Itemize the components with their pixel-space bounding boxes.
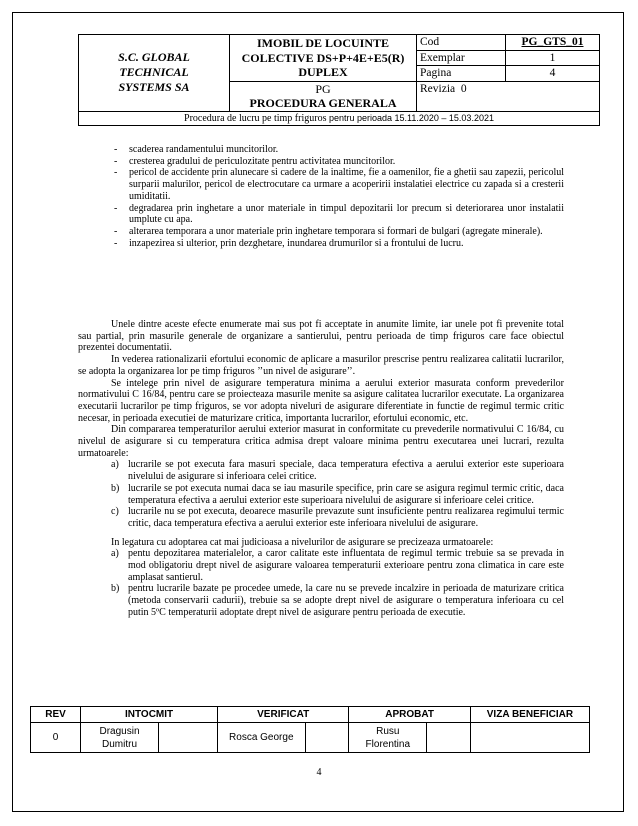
aprobat-name: Rusu Florentina: [349, 723, 427, 753]
document-header-table: [78, 34, 600, 126]
header-aprobat: APROBAT: [349, 707, 471, 723]
signature-table: [30, 706, 590, 753]
list-item: - alterarea temporara a unor materiale prin inghetare temporara si formari de bulgari (agregate minerale).: [114, 225, 543, 237]
conditions-list: [78, 459, 564, 529]
paragraph: Unele dintre aceste efecte enumerate mai sus pot fi acceptate in anumite limite, iar unele pot fi prevenite total sau partial, prin masurile generale de organizare a santierului, pentru perioada de timp friguros care face obiectul prezentei documentatii.: [78, 319, 564, 354]
list-item: a) pentu depozitarea materialelor, a caror calitate este influentata de regimul termic trebuie sa se prevada in mod obligatoriu drept nivel de asigurare valoarea temperaturii exterioare pentru zona climatica in care este amplasat santierul.: [111, 548, 564, 583]
header-intocmit: INTOCMIT: [81, 707, 218, 723]
paragraph: Se intelege prin nivel de asigurare temperatura minima a aerului exterior masurata conform prevederilor normativului C 16/84, pentru care se proiecteaza masurile menite sa asigure calitatea lucrarilor executate. La organizarea executarii lucrarilor pe timp friguros, se vor adopta niveluri de asigurare diferentiate in functie de regimul termic critic necesar, in perioada executiei de maturizare critica, importanta lucrarilor, efortului economic, etc.: [78, 377, 564, 424]
field-label-exemplar: Exemplar: [417, 50, 506, 66]
aprobat-signature-cell: [427, 723, 471, 753]
procedure-title: Procedura de lucru pe timp friguros pentru perioada 15.11.2020 – 15.03.2021: [79, 111, 600, 125]
paragraph: In legatura cu adoptarea cat mai judicioasa a nivelurilor de asigurare se precizeaza urmatoarele:: [111, 536, 494, 548]
list-item: b) pentru lucrarile bazate pe procedee umede, la care nu se prevede incalzire in perioada de maturizare critica (metoda conservarii cadurii), trebuie sa se adopte drept nivel de asigurare o temperatura inferioara cu cel putin 5ºC temperaturii adoptate drept nivel de asigurare pentru perioada de executie.: [111, 583, 564, 618]
header-rev: REV: [31, 707, 81, 723]
field-value-cod: PG_GTS_01: [506, 35, 600, 51]
revizia-field: Revizia 0: [417, 81, 600, 111]
procedure-type: PG PROCEDURA GENERALA: [230, 81, 417, 111]
page-number: 4: [316, 767, 322, 778]
precizari-list: [78, 548, 564, 618]
list-item: - degradarea prin inghetare a unor materiale in timpul depozitarii lor precum si deteriorarea unor instalatii umplute cu apa.: [114, 202, 564, 226]
field-label-pagina: Pagina: [417, 66, 506, 82]
paragraph: In vederea rationalizarii efortului economic de aplicare a masurilor prescrise pentru realizarea calitatii lucrarilor, se adopta la organizarea lor pe timp friguros ’’un nivel de asigurare’’.: [78, 354, 564, 377]
header-verificat: VERIFICAT: [218, 707, 349, 723]
field-value-exemplar: 1: [506, 50, 600, 66]
paragraph: Din compararea temperaturilor aerului exterior masurat in conformitate cu prevederile normativului C 16/84, cu nivelul de asigurare si cu temperatura critica admisa drept valoare minima pentru executarea unei lucrari, rezulta urmatoarele:: [78, 424, 564, 459]
list-item: - inzapezirea si ulterior, prin dezghetare, inundarea drumurilor si a frontului de lucru.: [114, 237, 464, 249]
list-item: - cresterea gradului de periculozitate pentru activitatea muncitorilor.: [114, 155, 396, 167]
effects-bullet-list: [114, 144, 564, 249]
intocmit-name: Dragusin Dumitru: [81, 723, 159, 753]
list-item: - scaderea randamentului muncitorilor.: [114, 144, 279, 155]
verificat-signature-cell: [305, 723, 349, 753]
list-item: a) lucrarile se pot executa fara masuri speciale, daca temperatura efectiva a aerului exterior este superioara nivelului de asigurare si inferioara celei critice.: [111, 459, 564, 483]
list-item: c) lucrarile nu se pot executa, deoarece masurile prevazute sunt insuficiente pentru realizarea regimului termic critic, daca temperatura efectiva a aerului exterior este inferioara nivelului de asigurare.: [111, 506, 564, 529]
rev-value: 0: [31, 723, 81, 753]
field-value-pagina: 4: [506, 66, 600, 82]
field-label-cod: Cod: [417, 35, 506, 51]
header-viza: VIZA BENEFICIAR: [470, 707, 589, 723]
intocmit-signature-cell: [158, 723, 217, 753]
document-body: [78, 319, 564, 619]
project-title: IMOBIL DE LOCUINTE COLECTIVE DS+P+4E+E5(R) DUPLEX: [230, 35, 417, 82]
viza-cell: [470, 723, 589, 753]
verificat-name: Rosca George: [218, 723, 305, 753]
company-name: S.C. GLOBAL TECHNICAL SYSTEMS SA: [79, 35, 230, 112]
list-item: b) lucrarile se pot executa numai daca se iau masurile specifice, prin care se asigura regimul termic critic, daca temperatura efectiva a aerului exterior este superioara nivelului de asigurare si inferioare celei critice.: [111, 482, 564, 506]
list-item: - pericol de accidente prin alunecare si cadere de la inaltime, fie a oamenilor, fie a ghetii sau zapezii, pericolul surparii malurilor, pericol de electrocutare ca urmare a acoperirii instalatiei electrice cu zapada si a cresterii umiditatii.: [114, 167, 564, 202]
